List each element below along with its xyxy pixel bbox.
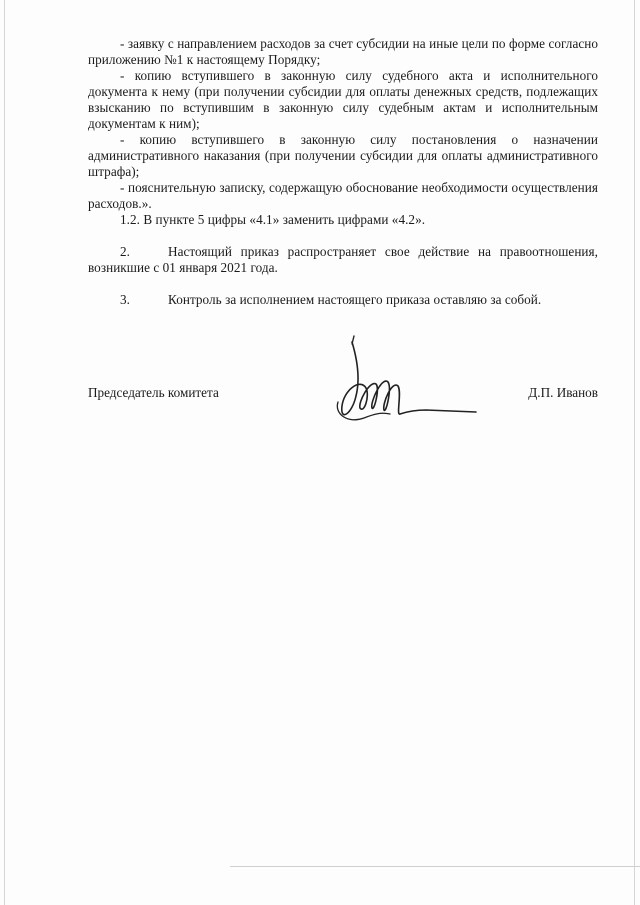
scan-bottom-edge [230, 866, 640, 867]
clause-3-number: 3. [120, 292, 130, 307]
scan-edge-right [634, 0, 635, 905]
clause-2-number: 2. [120, 244, 130, 259]
scan-edge-left [4, 0, 5, 905]
paragraph-explanatory-note: - пояснительную записку, содержащую обоснование необходимости осуществления расходов.». [88, 180, 598, 211]
clause-2-text: Настоящий приказ распространяет свое действие на правоотношения, возникшие с 01 января 2021 года. [88, 244, 598, 275]
paragraph-court-act-copy: - копию вступившего в законную силу судебного акта и исполнительного документа к нему (при получении субсидии для оплаты денежных средств, подлежащих взысканию по вступившим в законную силу судебным актам и исполнительным документам к ним); [88, 68, 598, 131]
clause-3 [88, 292, 598, 308]
paragraph-clause-1-2: 1.2. В пункте 5 цифры «4.1» заменить цифрами «4.2». [120, 212, 426, 227]
paragraph-penalty-copy: - копию вступившего в законную силу постановления о назначении административного наказания (при получении субсидии для оплаты административного штрафа); [88, 132, 598, 179]
clause-3-text: Контроль за исполнением настоящего приказа оставляю за собой. [168, 292, 542, 307]
signature-block [88, 385, 598, 405]
paragraph-application: - заявку с направлением расходов за счет субсидии на иные цели по форме согласно приложению №1 к настоящему Порядку; [88, 36, 598, 67]
document-body [88, 36, 598, 308]
signatory-name: Д.П. Иванов [528, 385, 598, 400]
clause-2 [88, 244, 598, 276]
signatory-position: Председатель комитета [88, 385, 219, 400]
handwritten-signature [330, 332, 480, 432]
